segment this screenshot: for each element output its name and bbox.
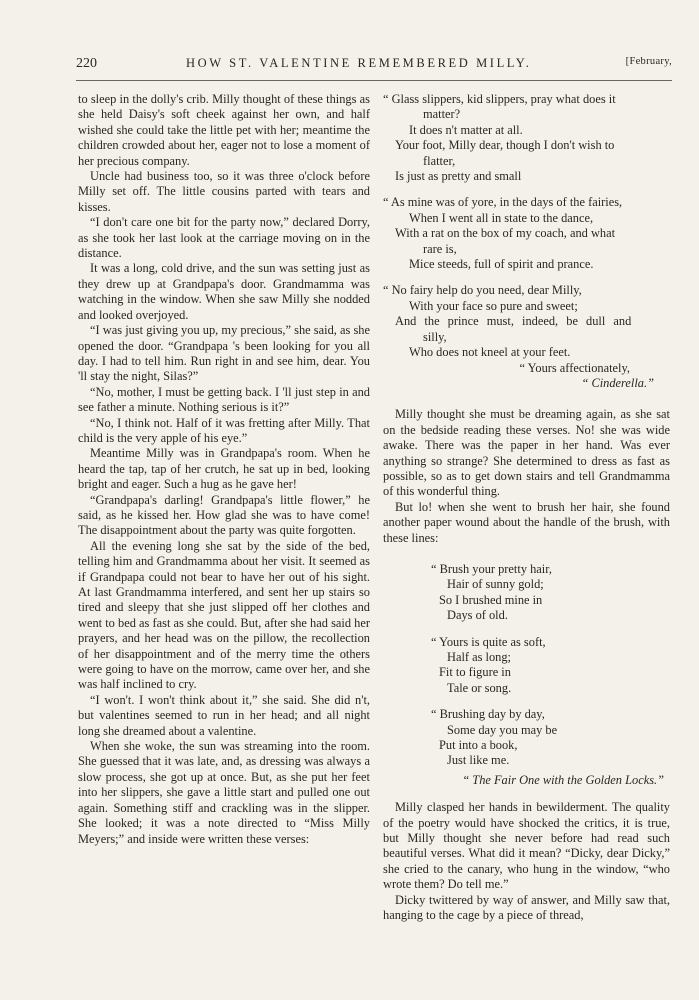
paragraph: But lo! when she went to brush her hair, she found another paper wound about the handle of the brush, with these lines:: [383, 499, 670, 545]
golden-locks-poem: [383, 562, 670, 769]
paragraph: “I won't. I won't think about it,” she said. She did n't, but valentines seemed to run in her head; and all night long she dreamed about a valentine.: [78, 692, 370, 738]
poem-line: silly,: [423, 329, 447, 344]
paragraph: Milly clasped her hands in bewilderment. The quality of the poetry would have shocked the critics, it is true, but Milly thought she never before had read such beautiful verses. What did it mean? “Dicky, dear Dicky,” she cried to the canary, who hung in the window, “who wrote them? Do tell me.”: [383, 800, 670, 892]
paragraph: It was a long, cold drive, and the sun was setting just as they drew up at Grandpapa's door. Grandmamma was watching in the window. When she saw Milly she nodded and looked overjoyed.: [78, 261, 370, 322]
poem-line: Days of old.: [447, 608, 508, 623]
cinderella-poem: [383, 92, 670, 391]
poem-line: Fit to figure in: [439, 665, 511, 680]
poem-line: When I went all in state to the dance,: [409, 210, 594, 225]
poem-line: Half as long;: [447, 650, 512, 664]
left-column: [78, 92, 370, 847]
poem-line: “ Brushing day by day,: [431, 707, 545, 722]
header-rule: [76, 80, 672, 81]
running-title: HOW ST. VALENTINE REMEMBERED MILLY.: [186, 56, 532, 70]
poem-line: Who does not kneel at your feet.: [409, 345, 571, 360]
poem-line: rare is,: [423, 241, 457, 256]
poem-stanza: [431, 635, 670, 697]
poem-stanza: [383, 92, 670, 184]
poem-stanza: [431, 707, 670, 769]
poem-line: And the prince must, indeed, be dull and: [395, 314, 632, 329]
poem-line: “ Yours is quite as soft,: [431, 634, 546, 649]
paragraph: to sleep in the dolly's crib. Milly thought of these things as she held Daisy's soft cheek against her own, and half wished she could take the little pet with her; meantime the children crowded about her, eager not to lose a moment of her precious company.: [78, 92, 370, 168]
poem-line: So I brushed mine in: [439, 592, 543, 607]
paragraph: “I don't care one bit for the party now,” declared Dorry, as she took her last look at the carriage moving on in the distance.: [78, 215, 370, 261]
paragraph: “Grandpapa's darling! Grandpapa's little flower,” he said, as he kissed her. How glad she was to have come! The disappointment about the party was quite forgotten.: [78, 492, 370, 538]
poem-line: “ As mine was of yore, in the days of the fairies,: [383, 195, 623, 210]
page-number: 220: [76, 56, 97, 71]
page-header: [76, 56, 672, 74]
poem-line: flatter,: [423, 153, 456, 168]
poem-line: With a rat on the box of my coach, and what: [395, 226, 616, 241]
poem-line: Tale or song.: [447, 680, 512, 695]
paragraph: “No, mother, I must be getting back. I 'll just step in and see father a minute. Nothing serious is it?”: [78, 384, 370, 415]
poem-signature: “ The Fair One with the Golden Locks.”: [462, 772, 664, 787]
poem-line: Some day you may be: [447, 722, 558, 737]
poem-line: With your face so pure and sweet;: [409, 298, 578, 313]
poem-stanza: [383, 283, 670, 360]
poem-line: Your foot, Milly dear, though I don't wish to: [395, 138, 615, 153]
section-label: [February,: [625, 56, 672, 67]
poem-line: matter?: [423, 107, 461, 122]
poem-line: Is just as pretty and small: [395, 169, 522, 184]
poem-stanza: [431, 562, 670, 624]
poem-line: Put into a book,: [439, 738, 518, 753]
poem-line: “ Brush your pretty hair,: [431, 561, 552, 576]
paragraph: Dicky twittered by way of answer, and Milly saw that, hanging to the cage by a piece of thread,: [383, 892, 670, 923]
poem-closing: “ Yours affectionately,: [519, 360, 630, 375]
paragraph: When she woke, the sun was streaming into the room. She guessed that it was late, and, as dressing was always a slow process, she got up at once. But, as she put her feet into her slippers, she gave a little start and pulled one out again. Something stiff and crackling was in the slipper. She looked; it was a note directed to “Miss Milly Meyers;” and inside were written these verses:: [78, 739, 370, 846]
paragraph: Uncle had business too, so it was three o'clock before Milly set off. The little cousins parted with tears and kisses.: [78, 169, 370, 214]
poem-line: Just like me.: [447, 753, 510, 768]
poem-line: “ No fairy help do you need, dear Milly,: [383, 283, 582, 298]
poem-line: “ Glass slippers, kid slippers, pray what does it: [383, 92, 616, 106]
right-column: [383, 92, 670, 924]
poem-stanza: [383, 195, 670, 272]
paragraph: “I was just giving you up, my precious,” she said, as she opened the door. “Grandpapa 's been looking for you all day. I had to tell him. Run right in and see him, dear. You 'll stay the night, Silas?”: [78, 323, 370, 384]
poem-line: Mice steeds, full of spirit and prance.: [409, 257, 594, 272]
poem-line: It does n't matter at all.: [409, 122, 523, 137]
poem-signature: “ Cinderella.”: [581, 375, 654, 390]
paragraph: Milly thought she must be dreaming again, as she sat on the bedside reading these verses. No! she was wide awake. There was the paper in her hand. Was ever anything so strange? She determined to dress as fast as possible, so as to get down stairs and tell Grandmamma of this wonderful thing.: [383, 407, 670, 499]
paragraph: Meantime Milly was in Grandpapa's room. When he heard the tap, tap of her crutch, he sat up in bed, looking bright and eager. Such a hug as he gave her!: [78, 446, 370, 492]
paragraph: “No, I think not. Half of it was fretting after Milly. That child is the very apple of his eye.”: [78, 415, 370, 445]
poem-line: Hair of sunny gold;: [447, 577, 544, 592]
paragraph: All the evening long she sat by the side of the bed, telling him and Grandmamma about her visit. It seemed as if Grandpapa could not bear to have her out of his sight. At last Grandmamma interfered, and sent her up stairs so tired and sleepy that she just slipped off her clothes and went to bed as fast as she could. But, after she had said her prayers, and her head was on the pillow, the recollection of her disappointment and of the merry time the others were going to have on the morrow, came over her, and she was half inclined to cry.: [78, 538, 370, 692]
